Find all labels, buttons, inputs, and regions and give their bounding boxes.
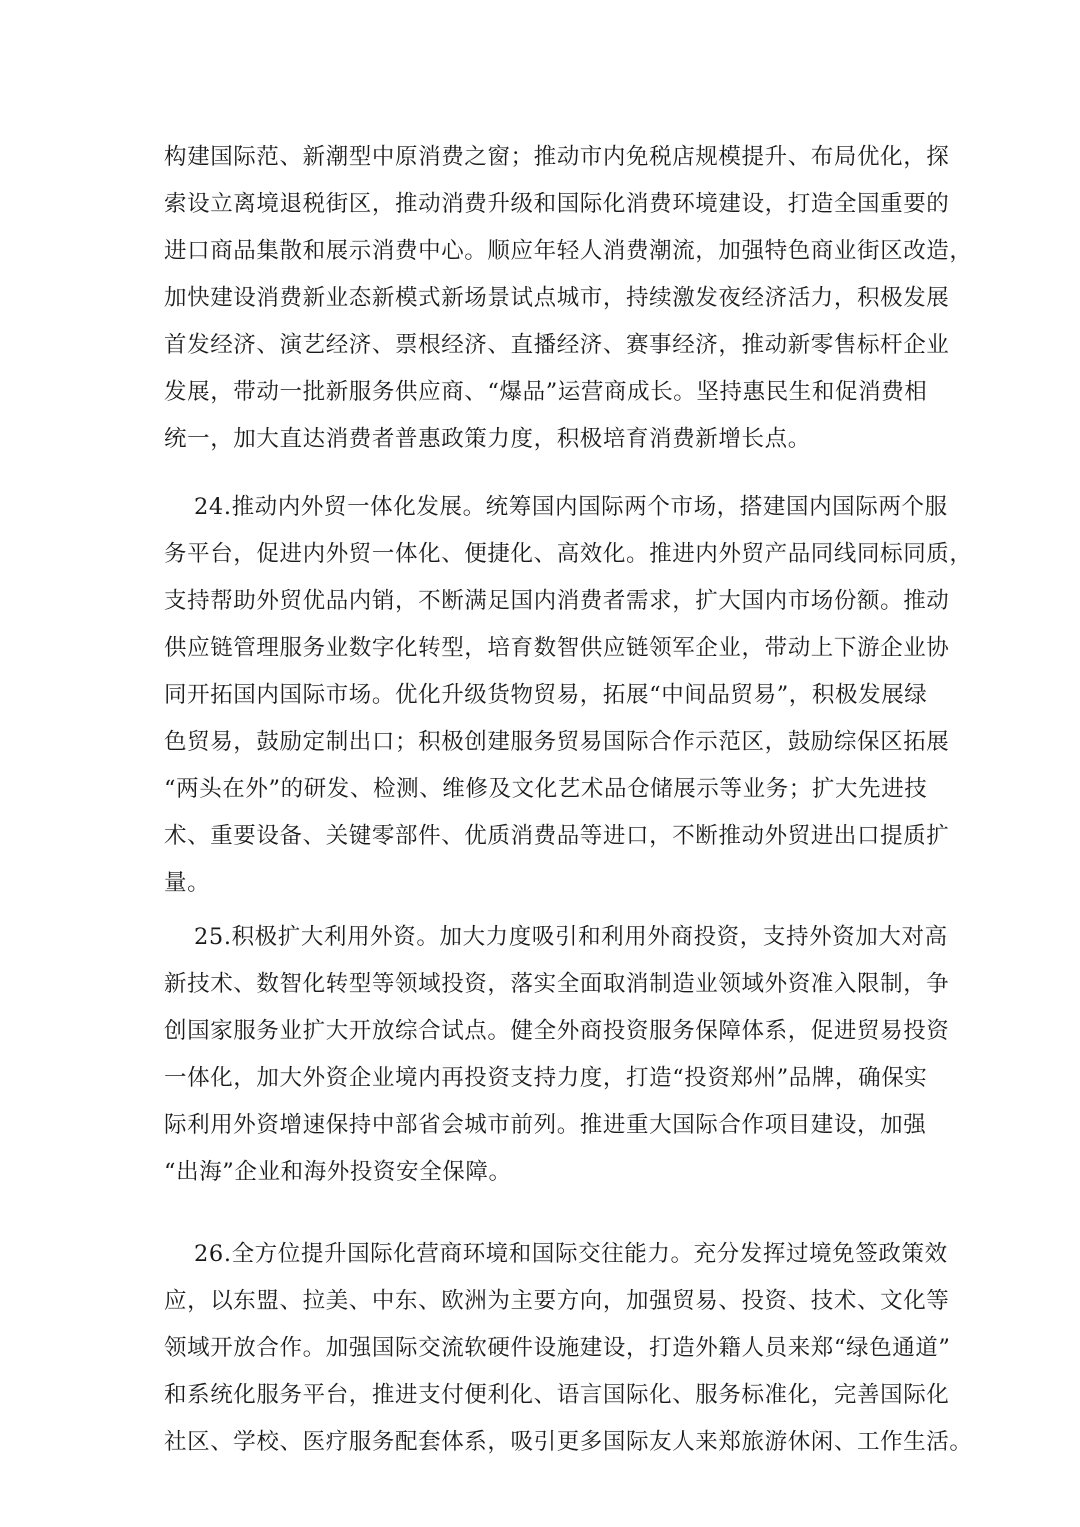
text-line: 25.积极扩大利用外资。加大力度吸引和利用外商投资，支持外资加大对高 <box>194 924 948 950</box>
text-line: 术、重要设备、关键零部件、优质消费品等进口，不断推动外贸进出口提质扩 <box>164 823 950 849</box>
text-line: 26.全方位提升国际化营商环境和国际交往能力。充分发挥过境免签政策效 <box>194 1241 948 1267</box>
text-line: “出海”企业和海外投资安全保障。 <box>164 1159 512 1185</box>
text-line: 社区、学校、医疗服务配套体系，吸引更多国际友人来郑旅游休闲、工作生活。 <box>164 1429 973 1455</box>
text-line: 色贸易，鼓励定制出口；积极创建服务贸易国际合作示范区，鼓励综保区拓展 <box>164 729 950 755</box>
text-line: 同开拓国内国际市场。优化升级货物贸易，拓展“中间品贸易”，积极发展绿 <box>164 682 928 708</box>
text-line: “两头在外”的研发、检测、维修及文化艺术品仓储展示等业务；扩大先进技 <box>164 776 928 802</box>
text-line: 支持帮助外贸优品内销，不断满足国内消费者需求，扩大国内市场份额。推动 <box>164 588 950 614</box>
text-line: 构建国际范、新潮型中原消费之窗；推动市内免税店规模提升、布局优化，探 <box>164 144 950 170</box>
text-line: 进口商品集散和展示消费中心。顺应年轻人消费潮流，加强特色商业街区改造， <box>164 238 973 264</box>
text-line: 量。 <box>164 870 211 896</box>
text-line: 和系统化服务平台，推进支付便利化、语言国际化、服务标准化，完善国际化 <box>164 1382 950 1408</box>
text-line: 领域开放合作。加强国际交流软硬件设施建设，打造外籍人员来郑“绿色通道” <box>164 1335 951 1361</box>
text-line: 发展，带动一批新服务供应商、“爆品”运营商成长。坚持惠民生和促消费相 <box>164 379 928 405</box>
text-line: 创国家服务业扩大开放综合试点。健全外商投资服务保障体系，促进贸易投资 <box>164 1018 950 1044</box>
text-line: 新技术、数智化转型等领域投资，落实全面取消制造业领域外资准入限制，争 <box>164 971 950 997</box>
text-line: 统一，加大直达消费者普惠政策力度，积极培育消费新增长点。 <box>164 426 811 452</box>
text-line: 24.推动内外贸一体化发展。统筹国内国际两个市场，搭建国内国际两个服 <box>194 494 948 520</box>
text-line: 际利用外资增速保持中部省会城市前列。推进重大国际合作项目建设，加强 <box>164 1112 927 1138</box>
text-line: 应，以东盟、拉美、中东、欧洲为主要方向，加强贸易、投资、技术、文化等 <box>164 1288 950 1314</box>
text-line: 务平台，促进内外贸一体化、便捷化、高效化。推进内外贸产品同线同标同质， <box>164 541 973 567</box>
text-line: 供应链管理服务业数字化转型，培育数智供应链领军企业，带动上下游企业协 <box>164 635 950 661</box>
text-line: 索设立离境退税街区，推动消费升级和国际化消费环境建设，打造全国重要的 <box>164 191 950 217</box>
text-line: 首发经济、演艺经济、票根经济、直播经济、赛事经济，推动新零售标杆企业 <box>164 332 950 358</box>
text-line: 加快建设消费新业态新模式新场景试点城市，持续激发夜经济活力，积极发展 <box>164 285 950 311</box>
text-line: 一体化，加大外资企业境内再投资支持力度，打造“投资郑州”品牌，确保实 <box>164 1065 928 1091</box>
